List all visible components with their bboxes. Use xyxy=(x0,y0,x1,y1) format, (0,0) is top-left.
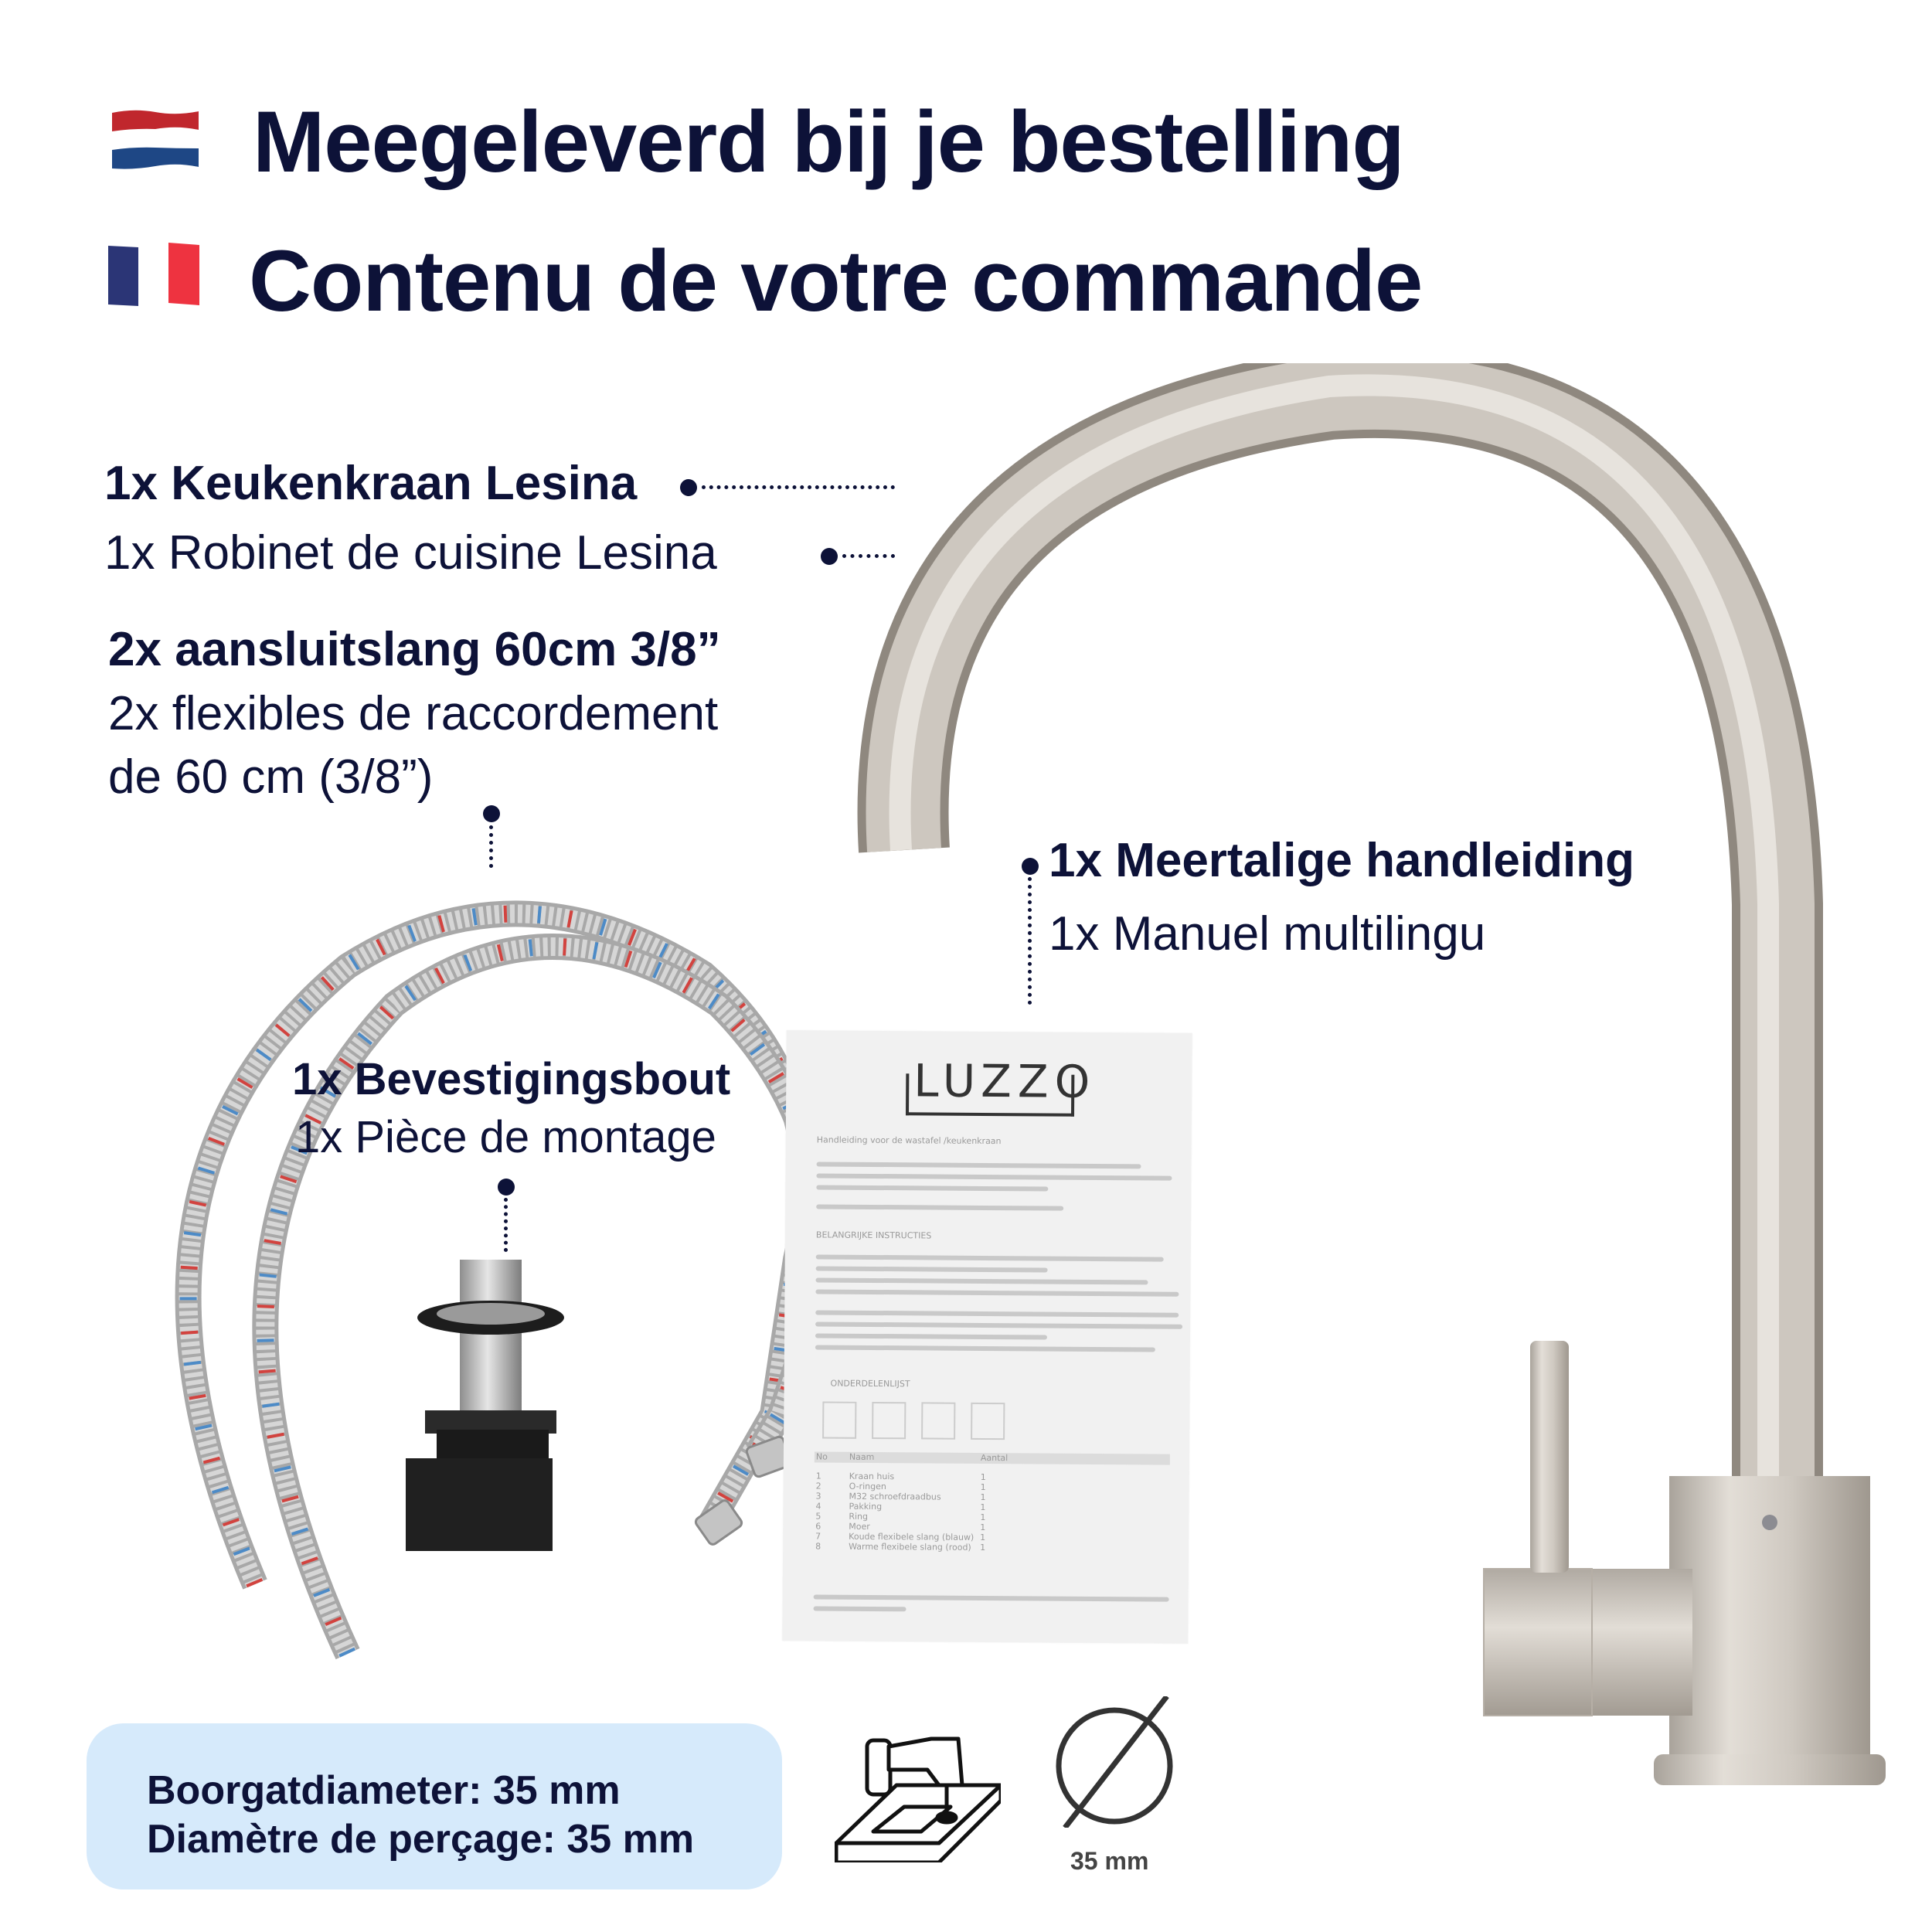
part-qty: 1 xyxy=(980,1532,986,1543)
item-faucet-nl: 1x Keukenkraan Lesina xyxy=(104,457,638,510)
part-name: M32 schroefdraadbus xyxy=(849,1491,941,1502)
manual-section-instructions: BELANGRIJKE INSTRUCTIES xyxy=(815,1230,932,1241)
pointer-dot xyxy=(498,1179,515,1196)
part-no: 6 xyxy=(815,1521,821,1532)
manual-text-line xyxy=(815,1333,1047,1339)
manual-text-line xyxy=(815,1345,1155,1352)
manual-parts-table-header xyxy=(815,1451,1170,1464)
drill-diameter-fr: Diamètre de perçage: 35 mm xyxy=(147,1817,695,1862)
pointer-dot xyxy=(680,479,697,496)
pointer-dot xyxy=(1022,858,1039,875)
part-qty: 1 xyxy=(980,1471,986,1482)
pointer-dot xyxy=(821,548,838,565)
item-hoses-fr-line2: de 60 cm (3/8”) xyxy=(108,750,434,804)
part-name: O-ringen xyxy=(849,1481,886,1492)
table-header-name: Naam xyxy=(849,1451,875,1462)
pointer-line xyxy=(702,485,895,489)
part-qty: 1 xyxy=(980,1492,986,1502)
mounting-bolt-image xyxy=(394,1256,580,1557)
manual-text-line xyxy=(815,1289,1179,1296)
part-no: 7 xyxy=(815,1531,821,1542)
manual-section-parts: ONDERDELENLIJST xyxy=(830,1378,910,1389)
manual-heading: Handleiding voor de wastafel /keukenkraan xyxy=(816,1134,1002,1147)
manual-faucet-thumbnails xyxy=(822,1402,1023,1442)
manual-parts-table xyxy=(814,1471,1046,1553)
part-name: Kraan huis xyxy=(849,1471,895,1482)
item-faucet-fr: 1x Robinet de cuisine Lesina xyxy=(104,526,717,580)
item-manual-nl: 1x Meertalige handleiding xyxy=(1049,834,1634,887)
diameter-icon xyxy=(1051,1696,1182,1828)
part-no: 5 xyxy=(815,1511,821,1522)
page-title-nl: Meegeleverd bij je bestelling xyxy=(253,94,1404,190)
part-no: 4 xyxy=(815,1501,821,1512)
france-flag-icon xyxy=(108,241,199,311)
pointer-line xyxy=(504,1198,508,1252)
drill-diameter-info-box xyxy=(87,1723,782,1889)
manual-text-line xyxy=(816,1185,1048,1191)
part-name: Pakking xyxy=(849,1501,883,1512)
part-name: Koude flexibele slang (blauw) xyxy=(849,1531,975,1543)
manual-text-line xyxy=(816,1266,1048,1272)
manual-text-line xyxy=(816,1173,1172,1180)
manual-text-line xyxy=(814,1606,906,1611)
part-name: Ring xyxy=(849,1511,869,1522)
table-header-qty: Aantal xyxy=(980,1452,1009,1464)
diameter-label: 35 mm xyxy=(1070,1847,1149,1875)
part-no: 1 xyxy=(815,1471,821,1481)
part-qty: 1 xyxy=(980,1502,986,1512)
manual-text-line xyxy=(815,1321,1182,1328)
part-qty: 1 xyxy=(980,1522,986,1532)
page-title-fr: Contenu de votre commande xyxy=(249,233,1423,329)
part-no: 3 xyxy=(815,1491,821,1502)
part-no: 2 xyxy=(815,1481,821,1492)
multilingual-manual-image xyxy=(782,1030,1192,1644)
part-name: Warme flexibele slang (rood) xyxy=(849,1541,971,1553)
manual-text-line xyxy=(814,1594,1169,1601)
manual-text-line xyxy=(816,1204,1063,1210)
part-qty: 1 xyxy=(980,1542,986,1553)
table-header-no: No xyxy=(815,1451,828,1462)
item-manual-fr: 1x Manuel multilingu xyxy=(1049,907,1486,961)
pointer-line xyxy=(1028,877,1032,1005)
manual-text-line xyxy=(816,1254,1164,1261)
item-hoses-fr-line1: 2x flexibles de raccordement xyxy=(108,687,719,740)
part-qty: 1 xyxy=(980,1481,986,1492)
item-bolt-nl: 1x Bevestigingsbout xyxy=(292,1054,731,1104)
item-bolt-fr: 1x Pièce de montage xyxy=(295,1112,716,1162)
item-hoses-nl: 2x aansluitslang 60cm 3/8” xyxy=(108,623,721,676)
drill-diameter-nl: Boorgatdiameter: 35 mm xyxy=(147,1768,621,1813)
pointer-line xyxy=(842,554,895,558)
pointer-dot xyxy=(483,805,500,822)
manual-text-line xyxy=(815,1277,1148,1284)
drill-icon xyxy=(835,1708,1001,1862)
pointer-line xyxy=(489,825,493,868)
table-row xyxy=(814,1541,1046,1553)
part-name: Moer xyxy=(849,1521,870,1532)
manual-text-line xyxy=(815,1310,1179,1317)
manual-brand-bracket xyxy=(906,1073,1074,1117)
part-no: 8 xyxy=(815,1541,821,1552)
manual-text-line xyxy=(817,1162,1141,1168)
manual-brand-logo: LUZZO xyxy=(913,1054,1097,1108)
part-qty: 1 xyxy=(980,1512,986,1522)
netherlands-flag-icon xyxy=(112,108,199,170)
